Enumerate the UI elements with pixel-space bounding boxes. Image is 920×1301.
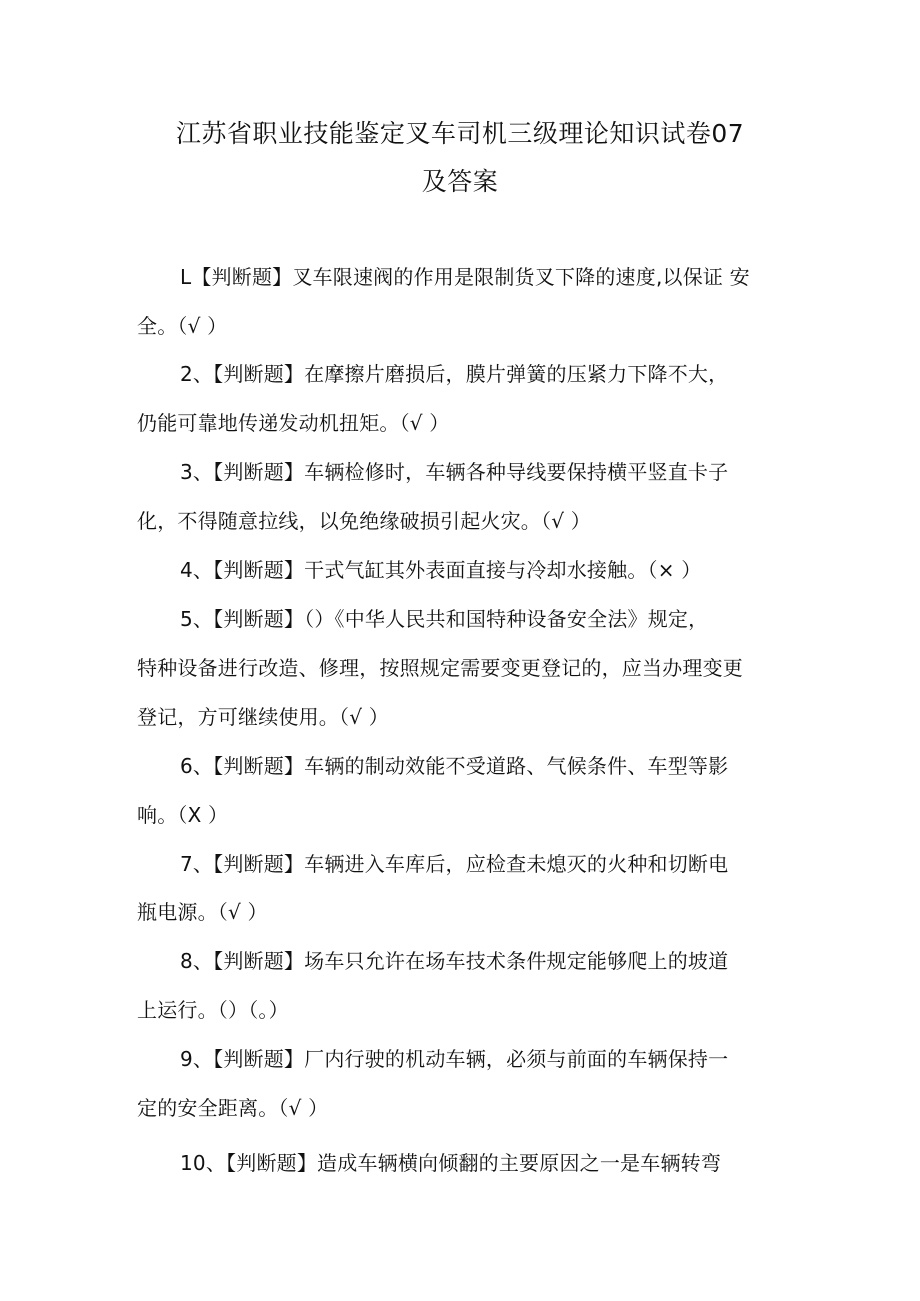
question-8-line-2: 上运行。（）（。）: [137, 998, 289, 1022]
question-9-line-1: 9、【判断题】厂内行驶的机动车辆，必须与前面的车辆保持一: [180, 1047, 729, 1071]
document-title-line-2: 及答案: [421, 167, 499, 196]
question-5-line-1: 5、【判断题】（）《中华人民共和国特种设备安全法》规定，: [180, 607, 709, 631]
question-1-line-2: 全。（√ ）: [137, 314, 228, 338]
question-1-line-1: L【判断题】叉车限速阀的作用是限制货叉下降的速度,以保证 安: [180, 265, 750, 289]
question-5-line-2: 特种设备进行改造、修理，按照规定需要变更登记的，应当办理变更: [137, 656, 743, 680]
document-title-line-1: 江苏省职业技能鉴定叉车司机三级理论知识试卷07: [175, 119, 745, 148]
question-10-line-1: 10、【判断题】造成车辆横向倾翻的主要原因之一是车辆转弯: [180, 1151, 722, 1175]
question-6-line-2: 响。（X ）: [137, 803, 229, 827]
question-6-line-1: 6、【判断题】车辆的制动效能不受道路、气候条件、车型等影: [180, 754, 729, 778]
question-3-line-2: 化，不得随意拉线，以免绝缘破损引起火灾。（√ ）: [137, 509, 591, 533]
question-3-line-1: 3、【判断题】车辆检修时，车辆各种导线要保持横平竖直卡子: [180, 460, 729, 484]
question-5-line-3: 登记，方可继续使用。（√ ）: [137, 705, 389, 729]
question-7-line-2: 瓶电源。（√ ）: [137, 900, 268, 924]
question-9-line-2: 定的安全距离。（√ ）: [137, 1096, 329, 1120]
question-8-line-1: 8、【判断题】场车只允许在场车技术条件规定能够爬上的坡道: [180, 949, 729, 973]
question-2-line-1: 2、【判断题】在摩擦片磨损后，膜片弹簧的压紧力下降不大，: [180, 362, 729, 386]
question-7-line-1: 7、【判断题】车辆进入车库后，应检查未熄灭的火种和切断电: [180, 852, 729, 876]
question-4-line-1: 4、【判断题】干式气缸其外表面直接与冷却水接触。（× ）: [180, 558, 702, 582]
question-2-line-2: 仍能可靠地传递发动机扭矩。（√ ）: [137, 411, 450, 435]
